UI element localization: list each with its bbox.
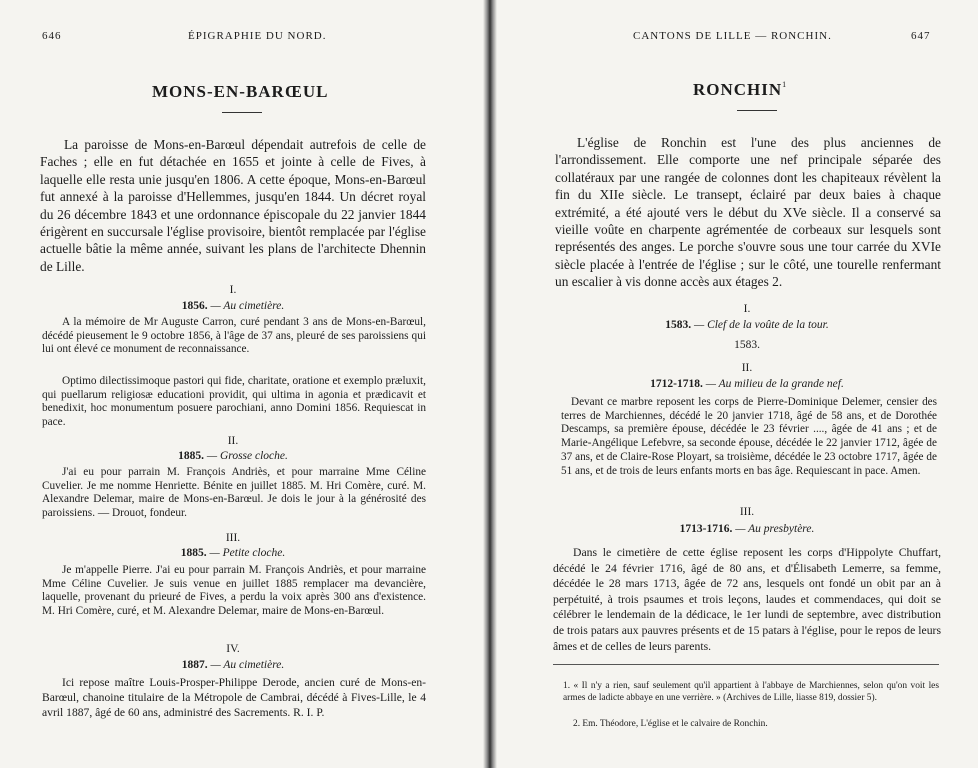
right-page bbox=[497, 0, 978, 768]
section-date: 1885. bbox=[180, 547, 207, 559]
section-heading bbox=[40, 299, 426, 313]
page-number: 647 bbox=[911, 30, 931, 42]
inscription-text: Optimo dilectissimoque pastori qui fide, charitate, oratione et exemplo præluxit, qui puellarum religiosæ educationi providit, qui ultima in agonia et prædicavit et benedixit, hoc monumentum posuere parochiani, anno Domini 1856. Requiescat in pace. bbox=[42, 375, 426, 429]
section-place: — Grosse cloche. bbox=[206, 450, 288, 462]
section-numeral: III. bbox=[225, 532, 241, 544]
section-heading bbox=[553, 377, 941, 391]
section-place: — Au cimetière. bbox=[210, 659, 285, 671]
page-title bbox=[693, 80, 787, 100]
section-date: 1856. bbox=[181, 300, 208, 312]
footnote: 2. Em. Théodore, L'église et le calvaire de Ronchin. bbox=[573, 719, 768, 729]
inscription-text: 1583. bbox=[734, 339, 760, 351]
footnote-rule bbox=[553, 664, 939, 665]
section-date: 1713-1716. bbox=[679, 523, 733, 535]
section-place: — Petite cloche. bbox=[209, 547, 286, 559]
inscription-text: Je m'appelle Pierre. J'ai eu pour parrain M. François Andriès, et pour marraine Mme Céline Cuvelier. Je suis venue en juillet 1885 remplacer ma devancière, laquelle, provenant du prieuré de Fives, a perdu la voix après 300 ans d'existence. M. Hri Comère, curé, et M. Alexandre Delemar, maire de Mons-en-Barœul. bbox=[42, 564, 426, 618]
intro-paragraph: L'église de Ronchin est l'une des plus anciennes de l'arrondissement. Elle comporte une nef principale séparée des collatéraux par une rangée de colonnes dont les chapiteaux révèlent la fin du XIIe siècle. Le transept, éclairé par deux baies à chaque extrémité, a été ajouté vers le début du XVe siècle. Il a conservé sa vieille voûte en charpente agrémentée de corbeaux sur lesquels sont représentés des anges. Le porche s'ouvre sous une tour carrée du XVIe siècle placée à l'entrée de l'église ; sur le côté, une tourelle renfermant un escalier à vis donne accès aux étages 2. bbox=[555, 135, 941, 290]
section-numeral: II. bbox=[741, 362, 753, 374]
title-rule bbox=[222, 112, 262, 113]
inscription-text: A la mémoire de Mr Auguste Carron, curé pendant 3 ans de Mons-en-Barœul, décédé pieusement le 9 octobre 1856, à l'âge de 37 ans, pleuré de ses paroissiens qui lui ont élevé ce monument de reconnaissance. bbox=[42, 316, 426, 356]
section-place: — Au milieu de la grande nef. bbox=[705, 378, 844, 390]
section-numeral: I. bbox=[743, 303, 751, 315]
page-number: 646 bbox=[42, 30, 62, 42]
running-head: ÉPIGRAPHIE DU NORD. bbox=[188, 30, 327, 42]
footnote: 1. « Il n'y a rien, sauf seulement qu'il appartient à l'abbaye de Marchiennes, selon qu'on voit les armes de ladicte abbaye en une verrière. » (Archives de Lille, liasse 819, dossier 5). bbox=[563, 681, 939, 704]
running-head: CANTONS DE LILLE — RONCHIN. bbox=[633, 30, 832, 42]
section-numeral: II. bbox=[227, 435, 239, 447]
section-date: 1712-1718. bbox=[650, 378, 703, 390]
inscription-text: J'ai eu pour parrain M. François Andriès, et pour marraine Mme Céline Cuvelier. Je me nomme Henriette. Bénite en juillet 1885. M. Hri Comère, curé. M. Alexandre Delemar, maire de Mons-en-Barœul. Je dois le jour à la générosité des paroissiens. — Drouot, fondeur. bbox=[42, 466, 426, 520]
inscription-text: Devant ce marbre reposent les corps de Pierre-Dominique Delemer, censier des terres de Marchiennes, décédé le 20 janvier 1718, âgé de 58 ans, et de Dorothée Descamps, sa première épouse, décédée le 23 février ...., âgée de 41 ans ; et de Marie-Angélique Lefebvre, sa seconde épouse, décédée le 22 janvier 1712, âgée de 37 ans, et de Claire-Rose Ployart, sa troisième, décédée le 23 octobre 1717, âgée de 51 ans, et de trois de leurs enfants morts en bas âge. Requiescant in pace. Amen. bbox=[561, 396, 937, 477]
section-date: 1885. bbox=[178, 450, 204, 462]
section-heading bbox=[553, 318, 941, 332]
left-page bbox=[0, 0, 483, 768]
section-place: — Au cimetière. bbox=[210, 300, 285, 312]
title-text: RONCHIN bbox=[693, 80, 783, 99]
section-place: — Au presbytère. bbox=[735, 523, 815, 535]
intro-paragraph: La paroisse de Mons-en-Barœul dépendait autrefois de celle de Faches ; elle en fut détachée en 1655 et jointe à celle de Fives, à laquelle elle resta unie jusqu'en 1806. A cette époque, Mons-en-Barœul fut annexé à la paroisse d'Hellemmes, jusqu'en 1844. Un décret royal du 26 décembre 1843 et une ordonnance épiscopale du 22 janvier 1844 érigèrent en succursale l'église provisoire, bientôt remplacée par l'église actuelle bâtie la même année, suivant les plans de l'architecte Dhennin de Lille. bbox=[40, 137, 426, 274]
section-heading bbox=[40, 546, 426, 560]
section-place: — Clef de la voûte de la tour. bbox=[693, 319, 829, 331]
section-heading bbox=[553, 522, 941, 536]
section-date: 1583. bbox=[665, 319, 692, 331]
section-numeral: I. bbox=[229, 284, 237, 296]
book-gutter bbox=[483, 0, 497, 768]
section-heading bbox=[40, 449, 426, 463]
inscription-text: Dans le cimetière de cette église reposent les corps d'Hippolyte Chuffart, décédé le 24 février 1716, âgé de 80 ans, et d'Élisabeth Lemerre, sa femme, décédée le 28 mars 1713, âgée de 72 ans, lesquels ont fondé un obit par an à perpétuité, à trois psaumes et trois leçons, laudes et commendaces, qui doit se célébrer le lendemain de la dédicace, le 1er lundi de septembre, avec distribution de trois patars aux pauvres présents et de 15 patars à l'église, pour le repos de leurs âmes et de celles de leurs parents. bbox=[553, 546, 941, 653]
section-date: 1887. bbox=[181, 659, 208, 671]
page-title: MONS-EN-BARŒUL bbox=[152, 82, 329, 101]
section-heading bbox=[40, 658, 426, 672]
inscription-text: Ici repose maître Louis-Prosper-Philippe Derode, ancien curé de Mons-en-Barœul, chanoine titulaire de la Métropole de Cambrai, décédé à Fives-Lille, le 4 avril 1887, âgé de 60 ans, administré des Sacrements. R. I. P. bbox=[42, 676, 426, 719]
title-rule bbox=[737, 110, 777, 111]
title-footnote-ref: 1 bbox=[782, 80, 788, 89]
section-numeral: III. bbox=[739, 506, 755, 518]
section-numeral: IV. bbox=[226, 643, 240, 655]
